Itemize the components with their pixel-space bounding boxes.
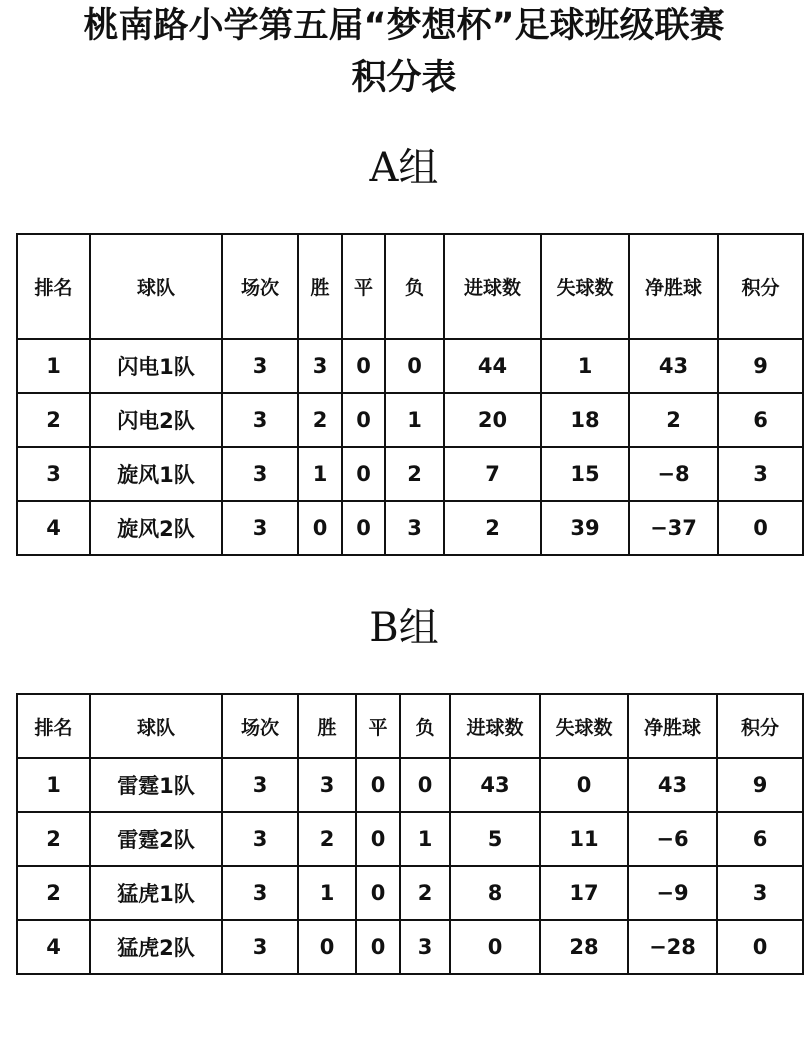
table-row	[17, 447, 803, 501]
goals-against-cell: 28	[540, 920, 628, 974]
header-rank: 排名	[17, 694, 90, 758]
goals-for-cell: 8	[450, 866, 540, 920]
points-cell: 0	[717, 920, 803, 974]
table-header-row	[17, 694, 803, 758]
draws-cell: 0	[356, 866, 400, 920]
draws-cell: 0	[342, 339, 385, 393]
goal-difference-cell: 43	[629, 339, 718, 393]
goals-against-cell: 17	[540, 866, 628, 920]
points-cell: 3	[718, 447, 803, 501]
wins-cell: 3	[298, 758, 356, 812]
team-cell: 旋风1队	[90, 447, 222, 501]
losses-cell: 2	[400, 866, 450, 920]
losses-cell: 2	[385, 447, 444, 501]
rank-cell: 2	[17, 393, 90, 447]
team-cell: 猛虎2队	[90, 920, 222, 974]
rank-cell: 4	[17, 501, 90, 555]
page-subtitle: 积分表	[351, 58, 457, 98]
group-b-standings-table	[16, 693, 804, 975]
table-row	[17, 393, 803, 447]
rank-cell: 1	[17, 339, 90, 393]
goals-for-cell: 44	[444, 339, 541, 393]
wins-cell: 2	[298, 393, 342, 447]
group-a-standings-table	[16, 233, 804, 556]
table-row	[17, 758, 803, 812]
played-cell: 3	[222, 447, 298, 501]
header-team: 球队	[90, 694, 222, 758]
goals-for-cell: 43	[450, 758, 540, 812]
goals-against-cell: 15	[541, 447, 629, 501]
losses-cell: 3	[385, 501, 444, 555]
played-cell: 3	[222, 339, 298, 393]
rank-cell: 1	[17, 758, 90, 812]
played-cell: 3	[222, 920, 298, 974]
points-cell: 3	[717, 866, 803, 920]
group-b-title: B组	[369, 605, 439, 651]
team-cell: 猛虎1队	[90, 866, 222, 920]
header-team: 球队	[90, 234, 222, 339]
rank-cell: 4	[17, 920, 90, 974]
header-points: 积分	[718, 234, 803, 339]
table-header-row	[17, 234, 803, 339]
header-losses: 负	[385, 234, 444, 339]
header-goal-difference: 净胜球	[628, 694, 717, 758]
goals-against-cell: 0	[540, 758, 628, 812]
header-wins: 胜	[298, 234, 342, 339]
draws-cell: 0	[356, 758, 400, 812]
header-played: 场次	[222, 694, 298, 758]
played-cell: 3	[222, 758, 298, 812]
team-cell: 雷霆1队	[90, 758, 222, 812]
header-rank: 排名	[17, 234, 90, 339]
team-cell: 雷霆2队	[90, 812, 222, 866]
wins-cell: 1	[298, 866, 356, 920]
rank-cell: 2	[17, 866, 90, 920]
header-draws: 平	[342, 234, 385, 339]
played-cell: 3	[222, 812, 298, 866]
draws-cell: 0	[342, 447, 385, 501]
played-cell: 3	[222, 501, 298, 555]
header-points: 积分	[717, 694, 803, 758]
draws-cell: 0	[342, 501, 385, 555]
team-cell: 旋风2队	[90, 501, 222, 555]
goal-difference-cell: −8	[629, 447, 718, 501]
losses-cell: 0	[385, 339, 444, 393]
draws-cell: 0	[356, 812, 400, 866]
draws-cell: 0	[356, 920, 400, 974]
rank-cell: 3	[17, 447, 90, 501]
wins-cell: 1	[298, 447, 342, 501]
losses-cell: 0	[400, 758, 450, 812]
goals-against-cell: 18	[541, 393, 629, 447]
wins-cell: 2	[298, 812, 356, 866]
losses-cell: 3	[400, 920, 450, 974]
goal-difference-cell: 43	[628, 758, 717, 812]
losses-cell: 1	[385, 393, 444, 447]
played-cell: 3	[222, 393, 298, 447]
rank-cell: 2	[17, 812, 90, 866]
goals-for-cell: 7	[444, 447, 541, 501]
goals-against-cell: 1	[541, 339, 629, 393]
goals-for-cell: 20	[444, 393, 541, 447]
header-wins: 胜	[298, 694, 356, 758]
points-cell: 9	[718, 339, 803, 393]
goal-difference-cell: −37	[629, 501, 718, 555]
header-draws: 平	[356, 694, 400, 758]
goal-difference-cell: −6	[628, 812, 717, 866]
losses-cell: 1	[400, 812, 450, 866]
group-a-title: A组	[369, 145, 439, 191]
table-row	[17, 339, 803, 393]
table-row	[17, 866, 803, 920]
header-played: 场次	[222, 234, 298, 339]
points-cell: 9	[717, 758, 803, 812]
team-cell: 闪电1队	[90, 339, 222, 393]
goal-difference-cell: −28	[628, 920, 717, 974]
header-goal-difference: 净胜球	[629, 234, 718, 339]
goals-for-cell: 2	[444, 501, 541, 555]
table-row	[17, 501, 803, 555]
page-title: 桃南路小学第五届“梦想杯”足球班级联赛	[83, 6, 725, 46]
wins-cell: 3	[298, 339, 342, 393]
goals-against-cell: 39	[541, 501, 629, 555]
table-row	[17, 920, 803, 974]
team-cell: 闪电2队	[90, 393, 222, 447]
header-goals-against: 失球数	[541, 234, 629, 339]
goal-difference-cell: −9	[628, 866, 717, 920]
goals-for-cell: 5	[450, 812, 540, 866]
header-losses: 负	[400, 694, 450, 758]
draws-cell: 0	[342, 393, 385, 447]
table-row	[17, 812, 803, 866]
goals-against-cell: 11	[540, 812, 628, 866]
wins-cell: 0	[298, 920, 356, 974]
header-goals-for: 进球数	[450, 694, 540, 758]
goals-for-cell: 0	[450, 920, 540, 974]
wins-cell: 0	[298, 501, 342, 555]
header-goals-for: 进球数	[444, 234, 541, 339]
points-cell: 6	[717, 812, 803, 866]
goal-difference-cell: 2	[629, 393, 718, 447]
points-cell: 0	[718, 501, 803, 555]
header-goals-against: 失球数	[540, 694, 628, 758]
played-cell: 3	[222, 866, 298, 920]
points-cell: 6	[718, 393, 803, 447]
